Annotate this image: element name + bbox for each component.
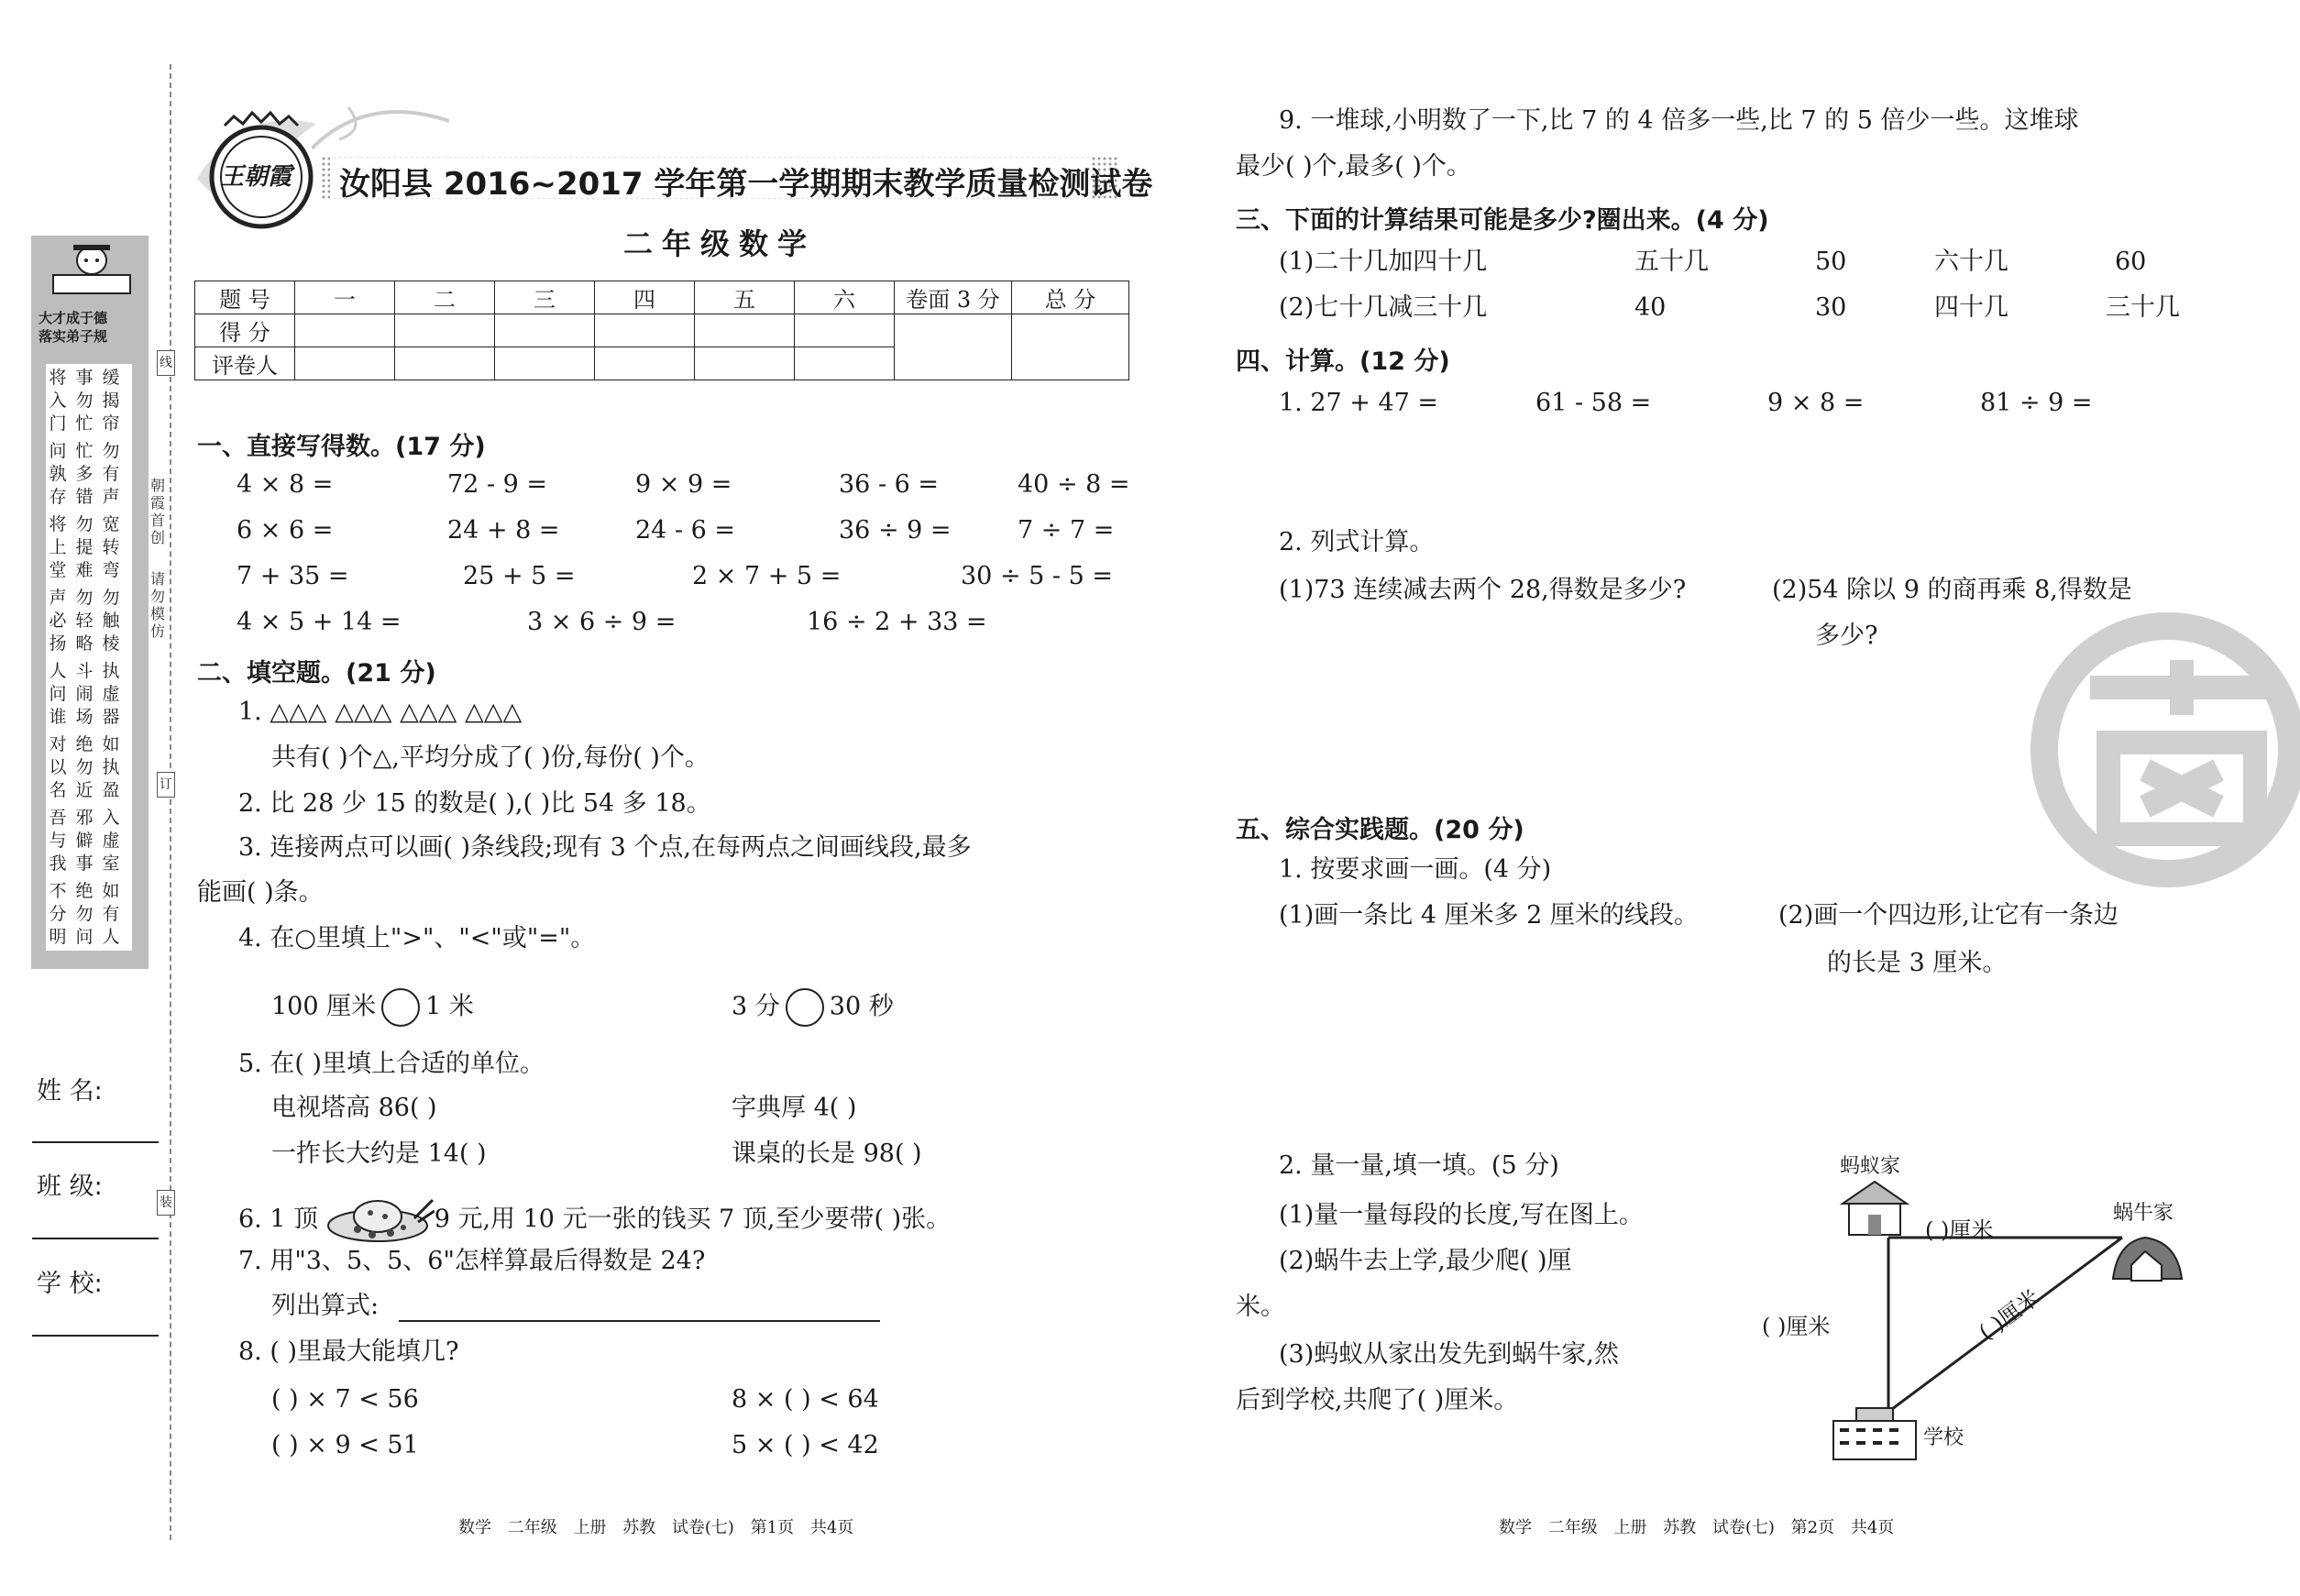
side-mark-order: 订 (157, 772, 175, 798)
motto-column: 对以名 (49, 734, 67, 800)
hat-icon (326, 1196, 435, 1244)
watermark-seal-glyph (2072, 651, 2292, 862)
score-header-5: 五 (695, 281, 795, 314)
motto-column: 邪僻事 (75, 808, 94, 874)
q7-label: 列出算式: (271, 1292, 380, 1320)
motto-title-2: 落实弟子规 (39, 328, 108, 345)
q7-answer-line[interactable] (399, 1320, 880, 1322)
score-cell-neatness[interactable] (895, 314, 1012, 380)
s1-item: 4 × 5 + 14 = (237, 608, 402, 636)
q8-item: ( ) × 7 < 56 (271, 1385, 419, 1414)
score-header-6: 六 (795, 281, 895, 314)
s1-item: 2 × 7 + 5 = (692, 562, 842, 590)
q8-item: 5 × ( ) < 42 (732, 1431, 879, 1459)
binding-dash-line (170, 64, 171, 1540)
s5-q2-title: 2. 量一量,填一填。(5 分) (1279, 1151, 1559, 1180)
s5-q2a: (1)量一量每段的长度,写在图上。 (1279, 1201, 1644, 1229)
side-mark-line: 线 (157, 350, 175, 376)
s1-item: 9 × 9 = (635, 470, 732, 499)
q4b-compare (732, 988, 894, 1027)
score-header-neatness: 卷面 3 分 (895, 281, 1012, 314)
grader-cell[interactable] (695, 347, 795, 380)
score-cell[interactable] (395, 314, 495, 347)
q5-item: 课桌的长是 98( ) (732, 1139, 922, 1168)
q6-pre: 6. 1 顶 (238, 1205, 319, 1234)
s3-option[interactable]: 60 (2115, 248, 2147, 276)
scholar-figure-icon (46, 240, 138, 304)
s4-item: 1. 27 + 47 = (1279, 389, 1439, 417)
q4b-left: 3 分 (732, 992, 780, 1021)
motto-column: 绝勿问 (75, 881, 94, 947)
s5-q1a: (1)画一条比 4 厘米多 2 厘米的线段。 (1279, 901, 1699, 930)
section-5-title: 五、综合实践题。(20 分) (1236, 816, 1524, 844)
section-3-title: 三、下面的计算结果可能是多少?圈出来。(4 分) (1236, 206, 1769, 235)
q5-question: 5. 在( )里填上合适的单位。 (238, 1050, 545, 1078)
s1-item: 25 + 5 = (463, 562, 576, 590)
s5-q1-title: 1. 按要求画一画。(4 分) (1279, 855, 1552, 884)
logo-text: 王朝霞 (220, 163, 292, 191)
side-mark-bind: 装 (157, 1190, 175, 1216)
q9-question: 9. 一堆球,小明数了一下,比 7 的 4 倍多一些,比 7 的 5 倍少一些。这堆球 (1279, 106, 2079, 135)
note-original: 朝霞首创 (149, 477, 165, 546)
q3-question-cont: 能画( )条。 (197, 878, 324, 907)
motto-column: 入虚室 (102, 808, 120, 874)
q1-question: 共有( )个△,平均分成了( )份,每份( )个。 (271, 743, 710, 772)
motto-column: 忙多错 (75, 441, 94, 507)
motto-column: 将上堂 (49, 514, 67, 580)
score-cell[interactable] (595, 314, 695, 347)
section-4-title: 四、计算。(12 分) (1236, 347, 1450, 376)
s1-item: 16 ÷ 2 + 33 = (807, 608, 987, 636)
snail-home-label: 蜗牛家 (2113, 1202, 2174, 1225)
s3-option[interactable]: 五十几 (1634, 248, 1709, 276)
class-line[interactable] (32, 1238, 159, 1239)
note-no-copy: 请勿模仿 (149, 570, 165, 640)
q5-item: 电视塔高 86( ) (271, 1094, 437, 1122)
motto-column: 绝勿近 (75, 734, 94, 800)
motto-column: 事勿忙 (75, 368, 94, 434)
class-label: 班 级: (37, 1172, 103, 1201)
length-blank-left[interactable]: ( )厘米 (1762, 1314, 1831, 1339)
footer-left: 数学 二年级 上册 苏教 试卷(七) 第1页 共4页 (458, 1518, 854, 1537)
s1-item: 6 × 6 = (237, 516, 334, 545)
name-line[interactable] (32, 1141, 159, 1143)
ribbon-decoration-icon (312, 103, 449, 158)
score-cell[interactable] (495, 314, 595, 347)
motto-column: 勿提难 (75, 514, 94, 580)
motto-column: 声必扬 (49, 588, 67, 654)
snail-home-icon (2108, 1224, 2186, 1293)
q9-question-cont: 最少( )个,最多( )个。 (1236, 152, 1471, 181)
grader-cell[interactable] (795, 347, 895, 380)
q2-question: 2. 比 28 少 15 的数是( ),( )比 54 多 18。 (238, 789, 711, 818)
motto-column: 缓揭帘 (102, 368, 120, 434)
name-label: 姓 名: (37, 1077, 103, 1106)
s5-q2b: (2)蜗牛去上学,最少爬( )厘 (1279, 1247, 1572, 1275)
school-icon (1829, 1403, 1920, 1462)
score-header-2: 二 (395, 281, 495, 314)
score-header-row (195, 281, 1129, 314)
motto-column: 勿触棱 (102, 588, 120, 654)
s3-option[interactable]: 六十几 (1934, 248, 2008, 276)
school-label: 学 校: (37, 1270, 103, 1298)
motto-column: 宽转弯 (102, 514, 120, 580)
q8-item: 8 × ( ) < 64 (732, 1385, 879, 1414)
score-header-3: 三 (495, 281, 595, 314)
motto-column: 执虚器 (102, 661, 120, 727)
q3-question: 3. 连接两点可以画( )条线段;现有 3 个点,在每两点之间画线段,最多 (238, 833, 972, 862)
s1-item: 24 - 6 = (635, 516, 736, 545)
s4-item: 81 ÷ 9 = (1980, 389, 2093, 417)
q5-item: 字典厚 4( ) (732, 1094, 857, 1122)
s5-q1b: (2)画一个四边形,让它有一条边 (1778, 901, 2118, 930)
motto-column: 如执盈 (102, 734, 120, 800)
score-header-total: 总 分 (1012, 281, 1129, 314)
q6-post: 9 元,用 10 元一张的钱买 7 顶,至少要带( )张。 (434, 1205, 952, 1234)
s3-option[interactable]: 三十几 (2106, 293, 2180, 322)
s3-option[interactable]: 40 (1634, 293, 1667, 322)
s1-item: 4 × 8 = (237, 470, 334, 499)
school-line[interactable] (32, 1335, 159, 1337)
motto-column: 如有人 (102, 881, 120, 947)
grader-cell[interactable] (295, 347, 395, 380)
score-cell[interactable] (295, 314, 395, 347)
q8-item: ( ) × 9 < 51 (271, 1431, 419, 1459)
s1-item: 30 ÷ 5 - 5 = (961, 562, 1113, 590)
s3-option[interactable]: 30 (1815, 293, 1847, 322)
motto-column: 将入门 (49, 368, 67, 434)
ant-home-icon (1838, 1178, 1911, 1238)
score-header-label: 题 号 (195, 281, 295, 314)
q1-triangles: 1. △△△ △△△ △△△ △△△ (238, 698, 523, 726)
compare-circle[interactable] (381, 988, 420, 1027)
q7-question: 7. 用"3、5、5、6"怎样算最后得数是 24? (238, 1247, 706, 1275)
s5-q1b-cont: 的长是 3 厘米。 (1827, 949, 2008, 977)
s1-item: 24 + 8 = (447, 516, 560, 545)
q5-item: 一拃长大约是 14( ) (271, 1139, 487, 1168)
s3-option[interactable]: 四十几 (1934, 293, 2008, 322)
s1-item: 36 - 6 = (839, 470, 940, 499)
motto-title-1: 大才成于德 (39, 310, 108, 326)
s3-option[interactable]: 50 (1815, 248, 1847, 276)
q6-question (238, 1196, 951, 1244)
score-table (194, 281, 1129, 380)
q4a-right: 1 米 (425, 992, 474, 1021)
s5-q2c: (3)蚂蚁从家出发先到蜗牛家,然 (1279, 1340, 1619, 1369)
school-label: 学校 (1923, 1426, 1964, 1449)
s3-expr: (2)七十几减三十几 (1279, 293, 1488, 322)
s3-expr: (1)二十几加四十几 (1279, 248, 1488, 276)
motto-column: 吾与我 (49, 808, 67, 874)
score-row-label: 得 分 (195, 314, 295, 347)
q8-question: 8. ( )里最大能填几? (238, 1337, 459, 1366)
s4-q2b-cont: 多少? (1815, 622, 1878, 650)
s5-q2b-cont: 米。 (1236, 1293, 1285, 1321)
grader-cell[interactable] (495, 347, 595, 380)
s4-item: 9 × 8 = (1767, 389, 1865, 417)
length-blank-diagonal[interactable]: ( )厘米 (1974, 1284, 2045, 1346)
section-2-title: 二、填空题。(21 分) (197, 659, 436, 688)
footer-right: 数学 二年级 上册 苏教 试卷(七) 第2页 共4页 (1499, 1518, 1895, 1537)
section-1-title: 一、直接写得数。(17 分) (197, 433, 486, 461)
motto-column: 人问谁 (49, 661, 67, 727)
grader-row-label: 评卷人 (195, 347, 295, 380)
s1-item: 36 ÷ 9 = (839, 516, 952, 545)
motto-column: 勿有声 (102, 441, 120, 507)
q4a-left: 100 厘米 (271, 992, 377, 1021)
length-blank-top[interactable]: ( )厘米 (1925, 1217, 1994, 1243)
q4b-right: 30 秒 (829, 992, 894, 1021)
s1-item: 7 ÷ 7 = (1018, 516, 1115, 545)
s1-item: 72 - 9 = (447, 470, 548, 499)
s1-item: 7 + 35 = (237, 562, 349, 590)
s1-item: 40 ÷ 8 = (1018, 470, 1130, 499)
q4-question: 4. 在○里填上">"、"<"或"="。 (238, 924, 596, 952)
ant-home-label: 蚂蚁家 (1840, 1155, 1901, 1178)
motto-column: 勿轻略 (75, 588, 94, 654)
s4-q2-title: 2. 列式计算。 (1279, 528, 1435, 556)
s4-q2b: (2)54 除以 9 的商再乘 8,得数是 (1772, 576, 2132, 604)
s4-q2a: (1)73 连续减去两个 28,得数是多少? (1279, 576, 1687, 604)
s4-item: 61 - 58 = (1535, 389, 1652, 417)
score-header-4: 四 (595, 281, 695, 314)
score-row (195, 314, 1129, 347)
grader-cell[interactable] (395, 347, 495, 380)
compare-circle[interactable] (786, 988, 824, 1027)
motto-column: 问孰存 (49, 441, 67, 507)
score-cell[interactable] (795, 314, 895, 347)
q4a-compare (271, 988, 474, 1027)
score-cell-total[interactable] (1012, 314, 1129, 380)
s1-item: 3 × 6 ÷ 9 = (527, 608, 677, 636)
score-cell[interactable] (695, 314, 795, 347)
exam-title: 汝阳县 2016~2017 学年第一学期期末教学质量检测试卷 (339, 166, 1153, 203)
score-header-1: 一 (295, 281, 395, 314)
grader-cell[interactable] (595, 347, 695, 380)
motto-column: 不分明 (49, 881, 67, 947)
motto-column: 斗闹场 (75, 661, 94, 727)
s5-q2c-cont: 后到学校,共爬了( )厘米。 (1236, 1386, 1519, 1414)
exam-subject: 二年级数学 (623, 226, 817, 261)
